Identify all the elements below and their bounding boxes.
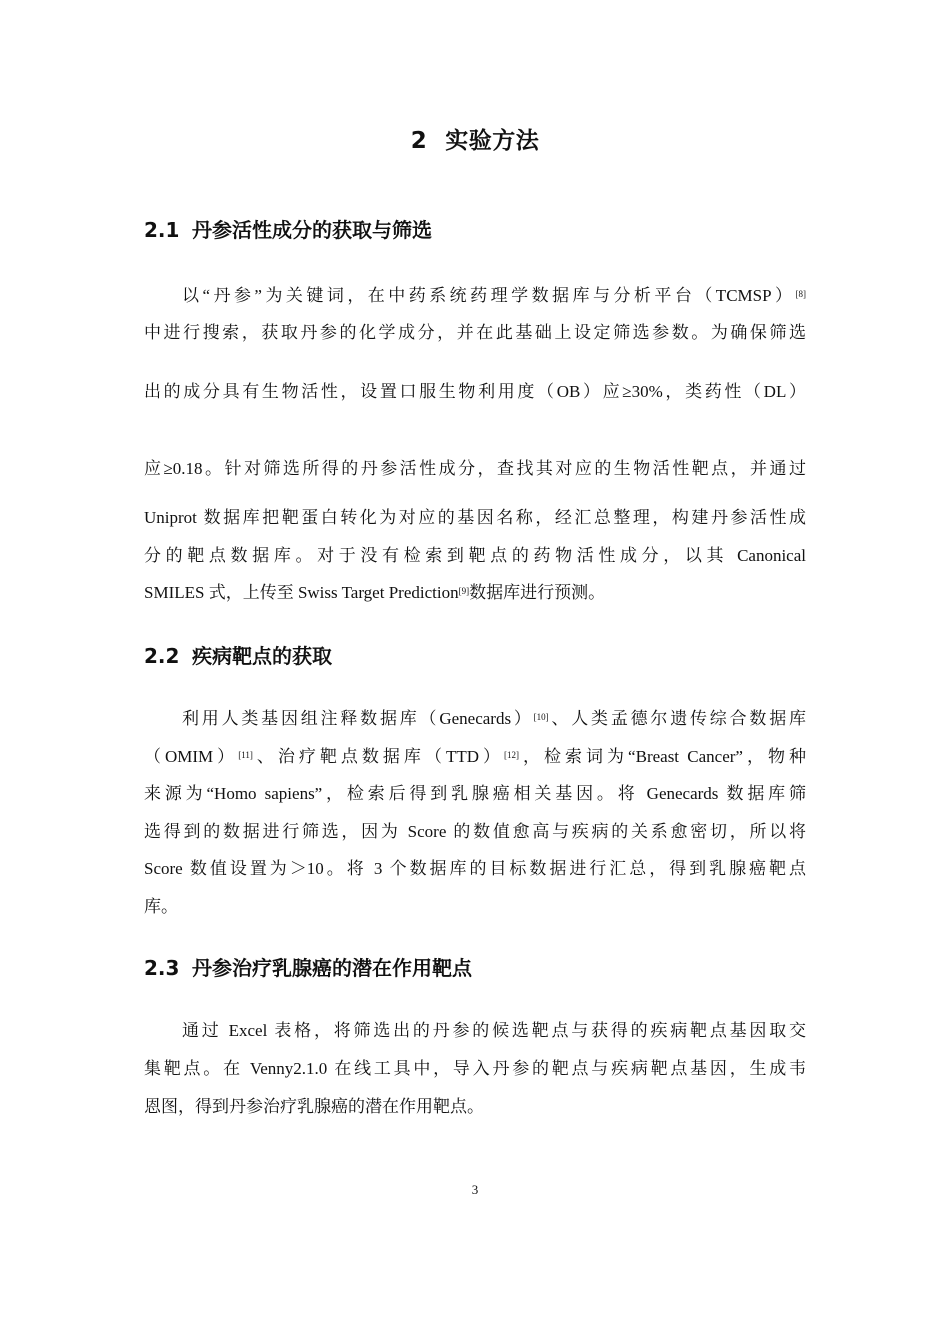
text-line: SMILES 式，上传至 Swiss Target Prediction[9]数据库进行预测。 [144,583,606,602]
section-number: 2.3 [144,956,180,980]
text-line: 选得到的数据进行筛选，因为 Score 的数值愈高与疾病的关系愈密切，所以将 [144,821,806,841]
section-number: 2.2 [144,644,180,668]
text-line: 出的成分具有生物活性，设置口服生物利用度（OB）应≥30%，类药性（DL） [144,382,806,401]
section-number: 2.1 [144,218,180,242]
chapter-title [0,124,950,158]
chapter-title-text: 实验方法 [445,128,540,154]
page-number: 3 [471,1182,479,1197]
section-title: 丹参活性成分的获取与筛选 [192,218,432,242]
section-title: 疾病靶点的获取 [192,644,332,668]
text-line: 集靶点。在 Venny2.1.0 在线工具中，导入丹参的靶点与疾病靶点基因，生成韦 [144,1059,806,1078]
citation-ref: [12] [504,749,520,760]
text-line: 以“丹参”为关键词，在中药系统药理学数据库与分析平台（TCMSP）[8] [182,286,806,305]
text-line: 库。 [144,896,178,916]
text-line: 通过 Excel 表格，将筛选出的丹参的候选靶点与获得的疾病靶点基因取交 [182,1021,806,1040]
text-line: （OMIM）[11]、治疗靶点数据库（TTD）[12]，检索词为“Breast Cancer”，物种 [144,746,806,766]
text-line: 利用人类基因组注释数据库（Genecards）[10]、人类孟德尔遗传综合数据库 [182,709,806,728]
section-paragraph-2-3 [144,1015,806,1129]
section-heading-2-1 [144,215,806,245]
text-line: Uniprot 数据库把靶蛋白转化为对应的基因名称，经汇总整理，构建丹参活性成 [144,508,806,527]
section-title: 丹参治疗乳腺癌的潜在作用靶点 [192,956,472,980]
section-paragraph-2-2 [144,703,806,928]
citation-ref: [10] [533,712,549,722]
section-heading-2-2 [144,641,806,671]
text-line: Score 数值设置为＞10。将 3 个数据库的目标数据进行汇总，得到乳腺癌靶点 [144,859,806,878]
text-line: 恩图，得到丹参治疗乳腺癌的潜在作用靶点。 [144,1097,484,1116]
chapter-number: 2 [410,128,428,154]
citation-ref: [8] [795,289,806,299]
text-line: 来源为“Homo sapiens”，检索后得到乳腺癌相关基因。将 Genecards 数据库筛 [144,784,806,803]
text-line: 应≥0.18。针对筛选所得的丹参活性成分，查找其对应的生物活性靶点，并通过 [144,459,806,478]
section-paragraph-2-1 [144,280,806,614]
text-line: 分的靶点数据库。对于没有检索到靶点的药物活性成分，以其 Canonical [144,546,806,565]
section-heading-2-3 [144,953,806,983]
citation-ref: [9] [458,586,470,596]
citation-ref: [11] [238,749,253,760]
text-line: 中进行搜索，获取丹参的化学成分，并在此基础上设定筛选参数。为确保筛选 [144,323,806,342]
